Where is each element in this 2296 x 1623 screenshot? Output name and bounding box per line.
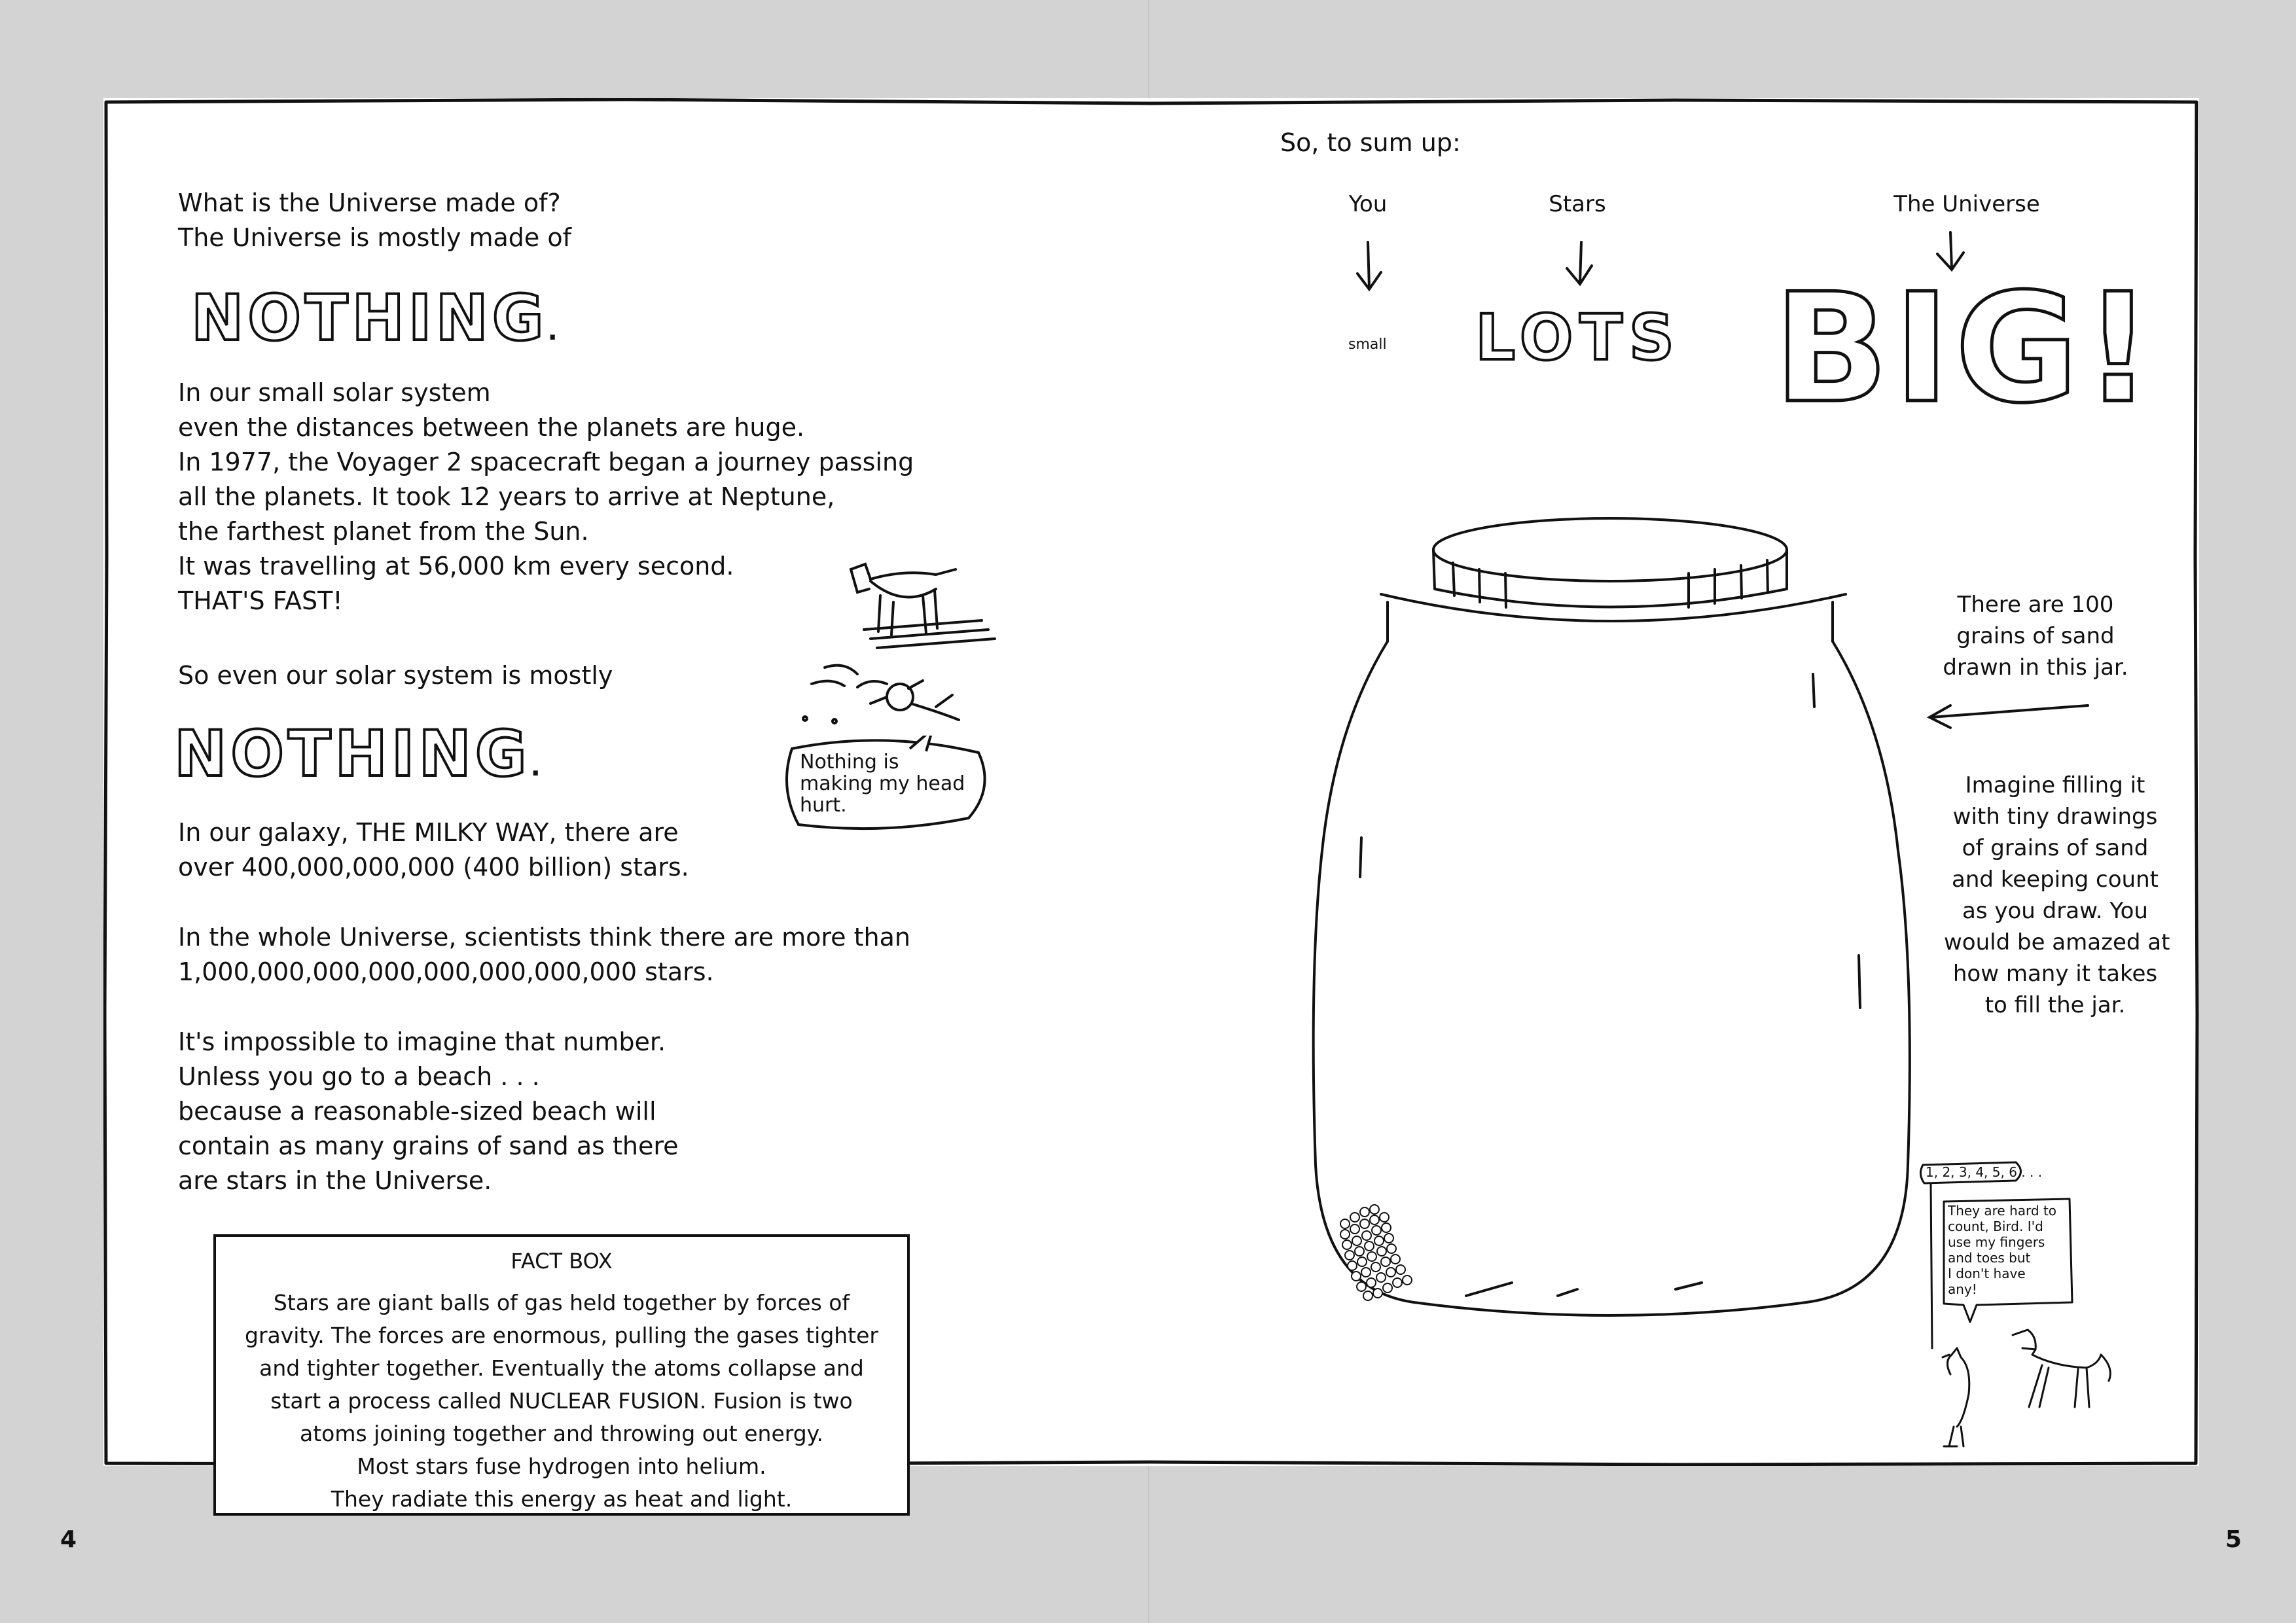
word-big: BIG!	[1774, 262, 2158, 437]
horse-bubble-line-3: use my fingers	[1948, 1234, 2045, 1250]
sum-up-text: So, to sum up:	[1280, 128, 1461, 157]
word-lots: LOTS	[1475, 301, 1681, 374]
col-stars-label: Stars	[1549, 191, 1606, 217]
solar-line-1: In our small solar system	[178, 378, 491, 407]
jar-note-line-3: drawn in this jar.	[1943, 654, 2128, 681]
horse-bubble-line-2: count, Bird. I'd	[1948, 1219, 2043, 1234]
solar-line-6: It was travelling at 56,000 km every second.	[178, 552, 734, 580]
speech-bubble-line-2: making my head	[800, 772, 965, 795]
solar-line-2: even the distances between the planets are huge.	[178, 413, 805, 442]
word-small: small	[1348, 336, 1387, 353]
imagine-line-3: of grains of sand	[1962, 835, 2149, 861]
jar-illustration	[1283, 510, 1937, 1348]
fact-line-1: Stars are giant balls of gas held together by forces of	[273, 1290, 850, 1315]
universe-line-1: In the whole Universe, scientists think there are more than	[178, 923, 910, 952]
imagine-line-8: to fill the jar.	[1984, 992, 2126, 1018]
solar-line-7: THAT'S FAST!	[178, 586, 343, 615]
fact-line-6: Most stars fuse hydrogen into helium.	[357, 1454, 766, 1479]
beach-line-5: are stars in the Universe.	[178, 1166, 492, 1195]
page-number-left: 4	[60, 1526, 77, 1553]
horse-bubble-text	[1948, 1203, 2056, 1297]
imagine-line-6: would be amazed at	[1944, 929, 2170, 955]
fact-box	[213, 1234, 910, 1516]
fact-box-body	[236, 1287, 888, 1516]
so-even-text: So even our solar system is mostly	[178, 661, 613, 690]
beach-line-4: contain as many grains of sand as there	[178, 1132, 679, 1160]
fact-line-5: atoms joining together and throwing out energy.	[299, 1421, 823, 1446]
page-number-right: 5	[2225, 1526, 2242, 1553]
arrow-down-icon	[1357, 242, 1381, 289]
fact-line-7: They radiate this energy as heat and light.	[331, 1486, 793, 1512]
imagine-line-1: Imagine filling it	[1965, 772, 2145, 798]
speech-bubble-line-3: hurt.	[800, 794, 847, 817]
col-you-label: You	[1348, 191, 1388, 217]
fact-line-4: start a process called NUCLEAR FUSION. Fusion is two	[270, 1388, 853, 1414]
horse-bubble-line-4: and toes but	[1948, 1250, 2031, 1266]
jar-note-line-1: There are 100	[1957, 592, 2114, 618]
arrow-down-icon	[1567, 242, 1592, 284]
beach-line-1: It's impossible to imagine that number.	[178, 1027, 666, 1056]
nothing-heading-2: NOTHING.	[174, 717, 545, 791]
jar-note-line-2: grains of sand	[1956, 623, 2115, 649]
solar-line-4: all the planets. It took 12 years to arrive at Neptune,	[178, 482, 835, 511]
fact-line-3: and tighter together. Eventually the atoms collapse and	[259, 1355, 864, 1381]
horse-bubble-line-1: They are hard to	[1948, 1203, 2057, 1219]
sand-grains	[1340, 1205, 1412, 1300]
solar-line-3: In 1977, the Voyager 2 spacecraft began a journey passing	[178, 448, 914, 476]
imagine-line-4: and keeping count	[1952, 866, 2159, 893]
solar-line-5: the farthest planet from the Sun.	[178, 517, 589, 546]
fact-line-2: gravity. The forces are enormous, pulling the gases tighter	[245, 1323, 878, 1348]
bird-bubble-text: 1, 2, 3, 4, 5, 6 . . .	[1926, 1164, 2043, 1180]
horse-bubble-line-6: any!	[1948, 1281, 1977, 1297]
imagine-line-5: as you draw. You	[1962, 898, 2148, 924]
fact-box-title: FACT BOX	[511, 1249, 613, 1274]
question-text: What is the Universe made of?	[178, 188, 561, 217]
galaxy-line-1: In our galaxy, THE MILKY WAY, there are	[178, 818, 679, 847]
imagine-line-2: with tiny drawings	[1952, 804, 2158, 830]
nothing-heading-1: NOTHING.	[191, 281, 562, 355]
intro-text: The Universe is mostly made of	[178, 223, 571, 252]
speech-bubble-line-1: Nothing is	[800, 751, 899, 774]
col-universe-label: The Universe	[1893, 191, 2040, 217]
galaxy-line-2: over 400,000,000,000 (400 billion) stars.	[178, 853, 689, 882]
horse-bird-cartoon	[772, 550, 1008, 746]
horse-bubble-line-5: I don't have	[1948, 1266, 2026, 1281]
universe-line-2: 1,000,000,000,000,000,000,000,000 stars.	[178, 957, 714, 986]
imagine-line-7: how many it takes	[1952, 961, 2158, 987]
arrow-left-icon	[1924, 694, 2094, 733]
beach-line-3: because a reasonable-sized beach will	[178, 1097, 656, 1126]
beach-line-2: Unless you go to a beach . . .	[178, 1062, 540, 1091]
